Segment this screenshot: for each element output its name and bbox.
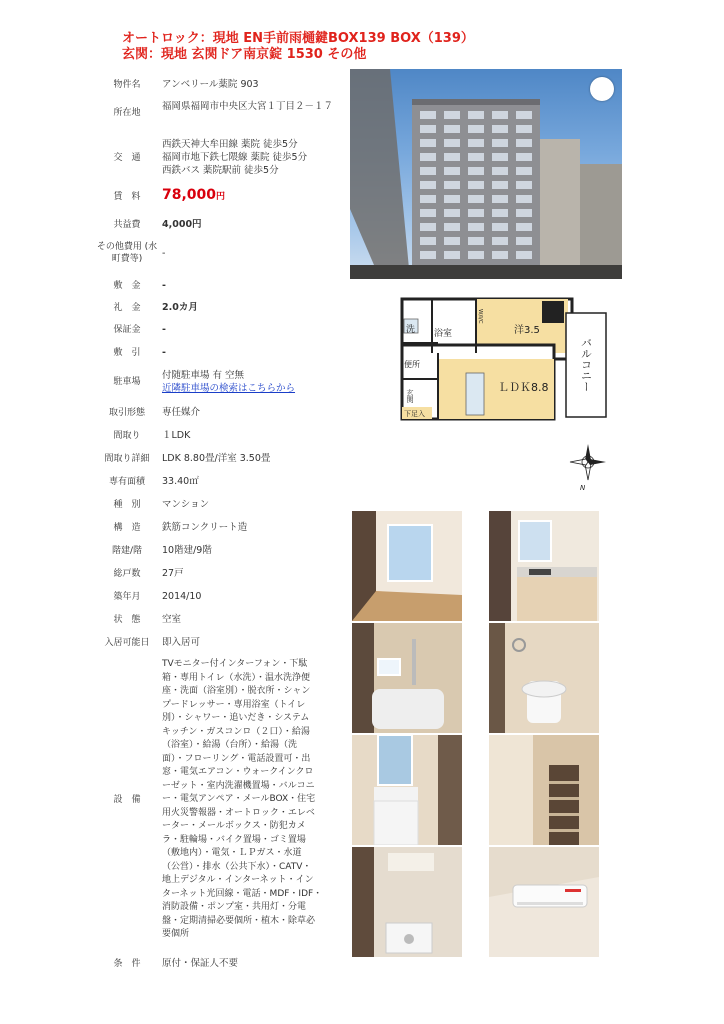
row-floors [96, 544, 342, 557]
window [468, 139, 484, 147]
layout-label: 間取り [113, 430, 141, 441]
transaction-label: 取引形態 [108, 407, 145, 418]
building-illustration [350, 69, 622, 279]
plan-bath: 浴室 [434, 329, 453, 339]
common-label: 共益費 [113, 219, 141, 230]
row-equipment [96, 658, 342, 942]
floors-label: 階建/階 [111, 545, 143, 556]
row-area [96, 475, 342, 488]
entrance-note: 玄関：現地 玄関ドア南京錠 1530 その他 [122, 47, 367, 62]
window [468, 153, 484, 161]
row-type [96, 498, 342, 511]
plan-western-room: 洋3.5 [514, 325, 540, 336]
window [468, 181, 484, 189]
window [468, 167, 484, 175]
built-value: 2014/10 [162, 591, 202, 602]
row-parking [96, 369, 342, 395]
equipment-line: 要個所 [162, 929, 190, 939]
plan-entrance: 玄関 [406, 389, 414, 403]
window [468, 237, 484, 245]
equipment-line: ターネット光回線・電話・MDF・IDF・ [162, 888, 323, 899]
equipment-line: （浴室）・給湯（台所）・給湯（洗 [162, 740, 298, 750]
window [444, 153, 460, 161]
equipment-line: キッチン・ガスコンロ（２口）・給湯 [162, 726, 310, 737]
other-fees-label: その他費用 (水町費等) [96, 242, 158, 264]
window [492, 195, 508, 203]
equipment-line: 面）・フローリング・電話設置可・出 [162, 753, 311, 764]
property-name: アンベリール薬院 903 [162, 79, 259, 90]
parking-label: 駐車場 [113, 377, 141, 387]
built-label: 築年月 [113, 591, 141, 602]
photo-air-conditioner [489, 847, 599, 957]
row-access [96, 138, 342, 177]
window [420, 209, 436, 217]
window [468, 251, 484, 259]
row-built [96, 590, 342, 603]
equipment-line: プードレッサー・専用浴室（トイレ [162, 699, 306, 710]
photo-washroom [352, 735, 462, 845]
deposit-value: - [162, 280, 166, 291]
conditions-value: 原付・保証人不要 [162, 958, 239, 969]
window [516, 223, 532, 231]
layout-value: １LDK [162, 430, 191, 441]
compass-north: N [580, 484, 586, 492]
equipment-line: 箱・専用トイレ（水洗）・温水洗浄便 [162, 672, 311, 683]
window [420, 251, 436, 259]
address-value: 福岡県福岡市中央区大宮１丁目２－１７ [162, 101, 334, 112]
layout-detail-label: 間取り詳細 [104, 453, 150, 464]
access-line: 西鉄バス 薬院駅前 徒歩5分 [162, 165, 279, 176]
type-value: マンション [162, 499, 210, 510]
movein-label: 入居可能日 [104, 637, 150, 648]
window [444, 181, 460, 189]
window [516, 125, 532, 133]
autolock-note: オートロック：現地 EN手前雨樋鍵BOX139 BOX（139） [122, 31, 474, 46]
compass-icon [566, 440, 610, 492]
window [516, 251, 532, 259]
floor-plan [376, 295, 608, 423]
access-list [158, 138, 307, 177]
key-money-value: 2.0カ月 [162, 302, 198, 313]
window [444, 111, 460, 119]
window [420, 125, 436, 133]
status-label: 状 態 [113, 614, 141, 625]
window [468, 209, 484, 217]
equipment-line: （敷地内）・電気・ＬＰガス・水道 [162, 848, 302, 858]
window [444, 251, 460, 259]
window [444, 139, 460, 147]
row-layout [96, 429, 342, 442]
row-structure [96, 521, 342, 534]
deposit-label: 敷 金 [113, 280, 141, 291]
equipment-line: TVモニター付インターフォン・下駄 [162, 659, 308, 669]
area-label: 専有面積 [108, 476, 145, 487]
status-value: 空室 [162, 614, 182, 625]
layout-detail-value: LDK 8.80畳/洋室 3.50畳 [162, 453, 271, 464]
window [492, 209, 508, 217]
common-fee: 4,000円 [162, 219, 202, 230]
window [492, 167, 508, 175]
window [420, 111, 436, 119]
parking-search-link[interactable]: 近隣駐車場の検索はこちらから [162, 383, 296, 394]
type-label: 種 別 [113, 499, 141, 510]
window [492, 111, 508, 119]
row-name [96, 78, 342, 91]
play-button[interactable] [590, 77, 614, 101]
rent-label: 賃 料 [113, 191, 141, 202]
address-label: 所在地 [113, 108, 141, 118]
window [516, 153, 532, 161]
equipment-line: 用火災警報器・オートロック・エレベ [162, 807, 315, 818]
row-movein [96, 636, 342, 649]
window [492, 125, 508, 133]
equipment-line: 別）・シャワー・追いだき・システム [162, 713, 310, 723]
row-rent [96, 189, 342, 204]
photo-closet [489, 735, 599, 845]
rent-unit: 円 [216, 192, 226, 202]
access-line: 西鉄天神大牟田線 薬院 徒歩5分 [162, 139, 298, 150]
page-header [122, 31, 474, 63]
window [516, 195, 532, 203]
row-guarantee [96, 323, 342, 336]
window [468, 125, 484, 133]
access-label: 交 通 [113, 152, 141, 163]
window [420, 167, 436, 175]
floors-value: 10階建/9階 [162, 545, 212, 556]
window [420, 195, 436, 203]
shikibiki-label: 敷 引 [113, 347, 141, 358]
name-label: 物件名 [113, 79, 141, 90]
window [444, 125, 460, 133]
equipment-line: 窓・電気エアコン・ウォークインクロ [162, 767, 314, 777]
transaction-value: 専任媒介 [162, 407, 201, 418]
window [444, 223, 460, 231]
photo-kitchen [489, 511, 599, 621]
units-value: 27戸 [162, 568, 184, 579]
window [444, 195, 460, 203]
window [468, 111, 484, 119]
row-conditions [96, 957, 342, 970]
plan-toilet: 便所 [404, 360, 420, 369]
units-label: 総戸数 [113, 568, 141, 579]
equipment-line: 盤・定期清掃必要個所・植木・除草必 [162, 915, 316, 926]
row-address [96, 100, 342, 119]
plan-wic: W/I/C [477, 309, 483, 324]
equipment-line: ーター・メールボックス・防犯カメ [162, 821, 306, 831]
movein-value: 即入居可 [162, 637, 201, 648]
equipment-line: ー・電気アンペア・メールBOX・住宅 [162, 794, 316, 804]
window [492, 153, 508, 161]
parking-status: 付随駐車場 有 空無 [162, 370, 245, 381]
row-status [96, 613, 342, 626]
window [516, 237, 532, 245]
row-deposit [96, 279, 342, 292]
window [420, 139, 436, 147]
row-transaction [96, 406, 342, 419]
row-common [96, 218, 342, 231]
equipment-line: 地上デジタル・インターネット・イン [162, 875, 314, 885]
key-money-label: 礼 金 [113, 302, 141, 313]
row-other [96, 241, 342, 265]
rent-amount: 78,000 [162, 187, 217, 203]
equipment-list [158, 658, 322, 942]
parking-value [158, 369, 295, 395]
plan-wash: 洗 [406, 325, 416, 335]
photo-bathroom [352, 623, 462, 733]
area-value: 33.40㎡ [162, 476, 199, 487]
window [516, 209, 532, 217]
window [468, 223, 484, 231]
window [444, 209, 460, 217]
row-layout-detail [96, 452, 342, 465]
window [492, 181, 508, 189]
photo-laundry-space [352, 847, 462, 957]
rent-value [158, 189, 225, 204]
other-fees: - [162, 247, 166, 259]
row-shikibiki [96, 346, 342, 359]
window [492, 223, 508, 231]
building-photo [350, 69, 622, 279]
window [444, 167, 460, 175]
structure-label: 構 造 [113, 522, 141, 533]
equipment-line: ラ・駐輪場・バイク置場・ゴミ置場 [162, 834, 306, 845]
window [516, 139, 532, 147]
conditions-label: 条 件 [113, 958, 141, 969]
plan-balcony: バルコニー [579, 337, 593, 392]
equipment-line: ーゼット・室内洗濯機置場・バルコニ [162, 780, 315, 791]
photo-toilet [489, 623, 599, 733]
window [492, 251, 508, 259]
equipment-line: 座・洗面（浴室別）・脱衣所・シャン [162, 686, 311, 696]
structure-value: 鉄筋コンクリート造 [162, 522, 248, 533]
window [444, 237, 460, 245]
window [420, 237, 436, 245]
window [516, 181, 532, 189]
row-units [96, 567, 342, 580]
window [468, 195, 484, 203]
plan-ldk: ＬＤＫ8.8 [498, 381, 549, 394]
equipment-line: （公営）・排水（公共下水）・CATV・ [162, 861, 312, 872]
shikibiki-value: - [162, 347, 166, 358]
window [516, 111, 532, 119]
plan-shoe-storage: 下足入 [404, 410, 425, 418]
guarantee-label: 保証金 [113, 324, 141, 335]
window [420, 223, 436, 231]
window [492, 237, 508, 245]
window [516, 167, 532, 175]
guarantee-value: - [162, 324, 166, 335]
row-key-money [96, 301, 342, 314]
window [420, 153, 436, 161]
equipment-label: 設 備 [113, 794, 141, 805]
photo-living-room [352, 511, 462, 621]
window [420, 181, 436, 189]
access-line: 福岡市地下鉄七隈線 薬院 徒歩5分 [162, 152, 308, 163]
equipment-line: 消防設備・ポンプ室・共用灯・分電 [162, 902, 307, 912]
window [492, 139, 508, 147]
